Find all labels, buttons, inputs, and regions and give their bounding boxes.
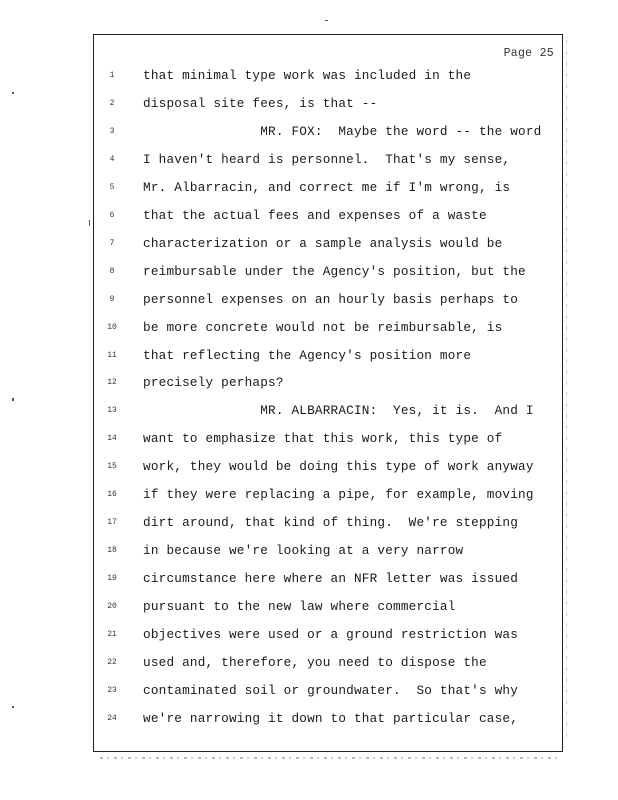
transcript-line: circumstance here where an NFR letter was issued: [143, 571, 519, 587]
transcript-line: personnel expenses on an hourly basis perhaps to: [143, 291, 519, 307]
margin-speck: [12, 92, 14, 94]
transcript-line: disposal site fees, is that --: [143, 95, 378, 111]
transcript-line: MR. ALBARRACIN: Yes, it is. And I: [143, 403, 534, 419]
line-number: 5: [109, 182, 115, 192]
transcript-line: in because we're looking at a very narrow: [143, 543, 464, 559]
line-number: 18: [107, 546, 117, 556]
line-number: 16: [107, 490, 117, 500]
transcript-line: pursuant to the new law where commercial: [143, 599, 456, 615]
page-edge: [566, 40, 567, 740]
margin-speck: [325, 20, 328, 21]
line-number: 4: [109, 154, 115, 164]
line-number: 19: [107, 574, 117, 584]
transcript-line: that the actual fees and expenses of a waste: [143, 207, 487, 223]
transcript-line: objectives were used or a ground restriction was: [143, 627, 519, 642]
line-number: 23: [107, 685, 117, 695]
line-number: 21: [107, 630, 117, 639]
transcript-line: MR. FOX: Maybe the word -- the word: [143, 123, 542, 139]
line-number: 10: [107, 322, 117, 332]
line-number: 22: [107, 657, 117, 667]
line-number: 1: [109, 71, 115, 80]
transcript-line: reimbursable under the Agency's position, but the: [143, 263, 526, 279]
transcript-line: want to emphasize that this work, this type of: [143, 431, 503, 447]
margin-speck: [89, 220, 90, 226]
margin-speck: [12, 398, 14, 401]
line-number: 17: [107, 518, 117, 528]
transcript-line: dirt around, that kind of thing. We're stepping: [143, 515, 519, 531]
transcript-line: if they were replacing a pipe, for example, moving: [143, 487, 534, 503]
transcript-line: be more concrete would not be reimbursable, is: [143, 319, 503, 335]
line-number: 12: [107, 378, 117, 388]
page-number: Page 25: [503, 47, 554, 60]
line-number: 20: [107, 602, 117, 612]
line-number: 9: [109, 294, 115, 304]
line-number: 3: [109, 126, 115, 136]
transcript-line: that reflecting the Agency's position more: [143, 347, 472, 363]
transcript-line: work, they would be doing this type of work anyway: [143, 459, 534, 475]
transcript-page: [93, 34, 563, 752]
line-number: 7: [109, 238, 115, 248]
line-number: 11: [107, 350, 117, 360]
transcript-line: that minimal type work was included in the: [143, 68, 472, 83]
transcript-line: Mr. Albarracin, and correct me if I'm wrong, is: [143, 179, 511, 195]
line-number: 14: [107, 434, 117, 444]
line-number: 15: [107, 462, 117, 472]
transcript-line: contaminated soil or groundwater. So that's why: [143, 682, 519, 698]
transcript-line: used and, therefore, you need to dispose the: [143, 654, 487, 670]
line-number: 8: [109, 266, 115, 276]
line-number: 13: [107, 406, 117, 416]
transcript-line: I haven't heard is personnel. That's my sense,: [143, 151, 511, 167]
line-number: 24: [107, 713, 117, 723]
transcript-line: we're narrowing it down to that particular case,: [143, 710, 519, 726]
scan-noise: [100, 757, 560, 759]
line-number: 6: [109, 210, 115, 220]
line-number: 2: [109, 98, 115, 108]
transcript-line: characterization or a sample analysis would be: [143, 235, 503, 251]
margin-speck: [12, 706, 14, 708]
transcript-line: precisely perhaps?: [143, 375, 284, 391]
